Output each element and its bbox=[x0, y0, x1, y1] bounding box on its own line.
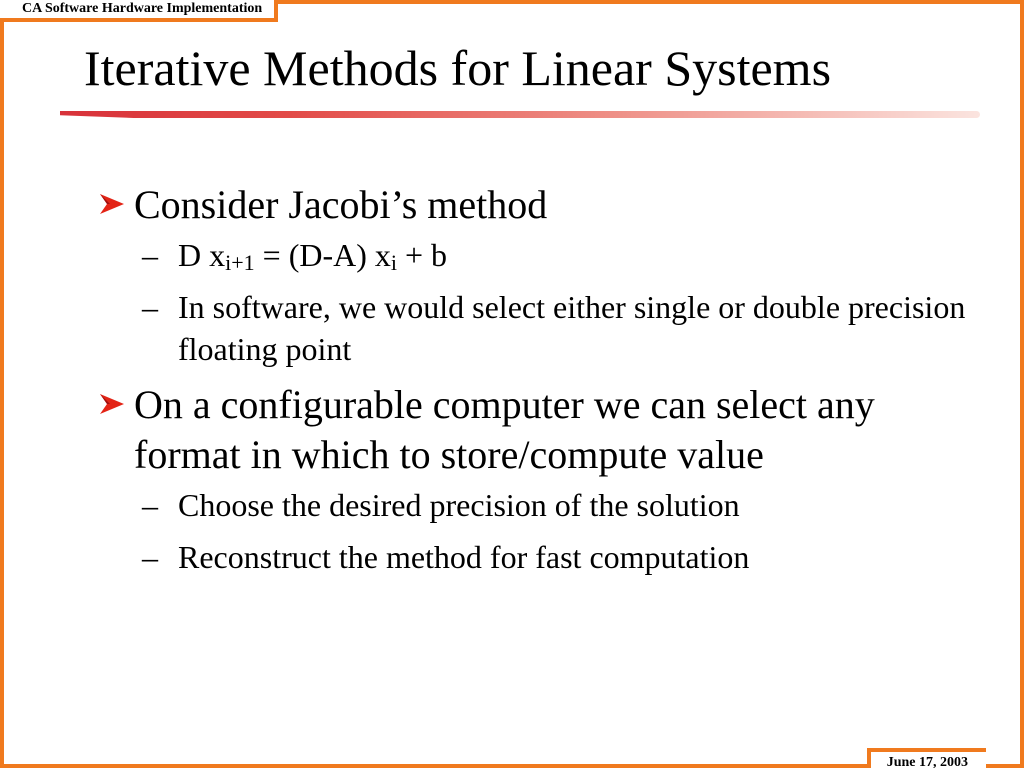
sub-bullet-text: In software, we would select either single or double precision floating point bbox=[178, 289, 966, 367]
bullet-text: On a configurable computer we can select any format in which to store/compute value bbox=[134, 382, 875, 477]
dash-marker: – bbox=[142, 539, 158, 575]
sub-bullet-item bbox=[98, 484, 978, 526]
title-underline bbox=[60, 111, 980, 118]
bullet-list bbox=[98, 180, 978, 588]
sub-bullet-text: Reconstruct the method for fast computation bbox=[178, 539, 750, 575]
dash-marker: – bbox=[142, 237, 158, 273]
sub-bullet-item bbox=[98, 536, 978, 578]
bullet-text: Consider Jacobi’s method bbox=[134, 182, 548, 227]
equation-subscript: i+1 bbox=[225, 250, 255, 275]
sub-bullet-text: Choose the desired precision of the solution bbox=[178, 487, 740, 523]
sub-bullet-item bbox=[98, 234, 978, 276]
footer-date: June 17, 2003 bbox=[867, 748, 986, 768]
equation-part: + b bbox=[397, 237, 448, 273]
equation-part: D x bbox=[178, 237, 226, 273]
dash-marker: – bbox=[142, 289, 158, 325]
arrow-bullet-icon bbox=[98, 192, 126, 216]
equation-subscript: i bbox=[390, 250, 397, 275]
arrow-bullet-icon bbox=[98, 392, 126, 416]
bullet-item bbox=[98, 180, 978, 230]
header-label: CA Software Hardware Implementation bbox=[0, 0, 278, 22]
equation-part: = (D-A) x bbox=[254, 237, 391, 273]
bullet-item bbox=[98, 380, 978, 480]
slide-title: Iterative Methods for Linear Systems bbox=[84, 40, 832, 96]
sub-bullet-item bbox=[98, 286, 978, 370]
dash-marker: – bbox=[142, 487, 158, 523]
